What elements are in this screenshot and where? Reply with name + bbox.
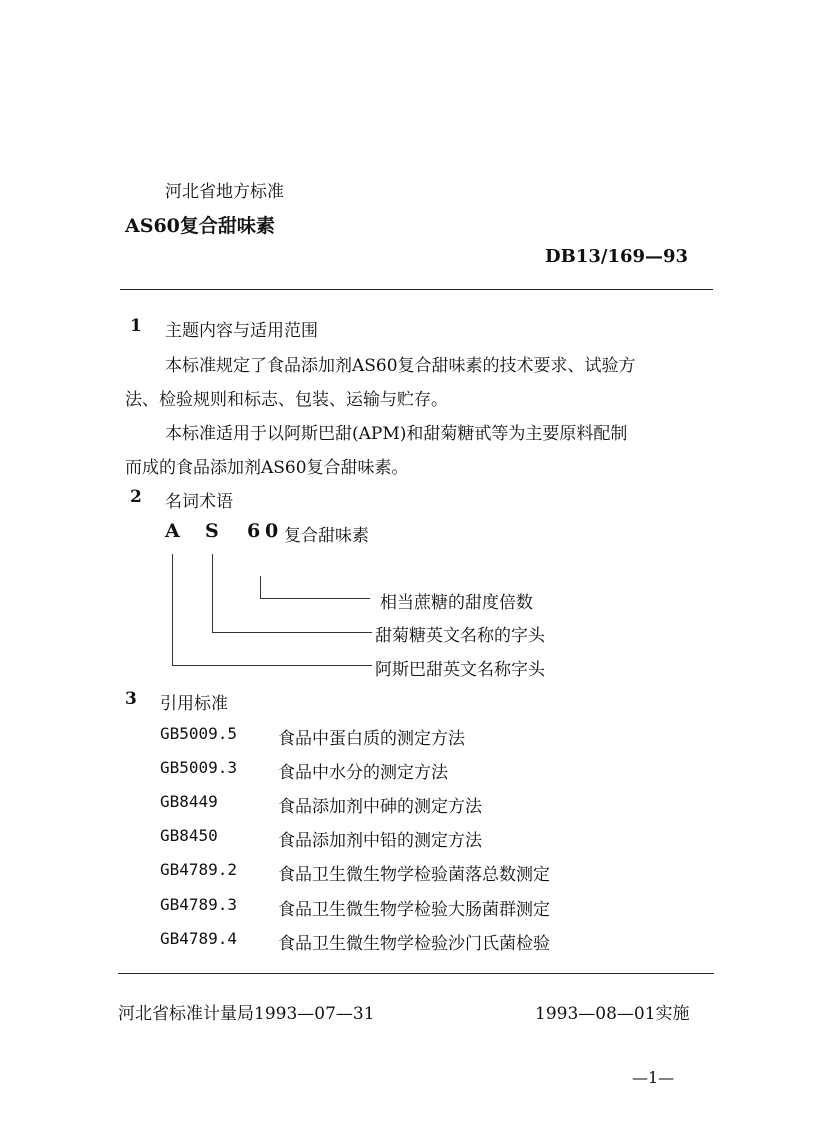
bracket-s-vertical [212, 554, 213, 632]
section-1-number: 1 [130, 316, 142, 336]
bracket-60-vertical [260, 576, 261, 598]
section-1-para1-line2: 法、检验规则和标志、包装、运输与贮存。 [125, 390, 448, 410]
ref-title: 食品卫生微生物学检验沙门氏菌检验 [278, 934, 550, 954]
footer-divider [118, 973, 714, 974]
section-2-number: 2 [130, 487, 142, 507]
section-3-number: 3 [125, 689, 137, 709]
term-label-stevia: 甜菊糖英文名称的字头 [375, 626, 545, 646]
ref-code: GB5009.5 [160, 724, 238, 743]
section-1-para2-line2: 而成的食品添加剂AS60复合甜味素。 [125, 458, 409, 478]
section-1-para1-line1: 本标准规定了食品添加剂AS60复合甜味素的技术要求、试验方 [165, 356, 636, 376]
term-suffix: 复合甜味素 [284, 526, 369, 546]
ref-code: GB8450 [160, 826, 218, 845]
header-divider [120, 289, 713, 290]
term-digit-6: 6 [247, 520, 261, 542]
ref-title: 食品添加剂中铅的测定方法 [278, 831, 482, 851]
ref-title: 食品添加剂中砷的测定方法 [278, 797, 482, 817]
ref-title: 食品卫生微生物学检验菌落总数测定 [278, 865, 550, 885]
ref-title: 食品卫生微生物学检验大肠菌群测定 [278, 900, 550, 920]
section-3-heading: 引用标准 [160, 694, 228, 714]
ref-code: GB4789.3 [160, 895, 238, 914]
issue-date: 河北省标准计量局1993—07—31 [118, 1004, 375, 1024]
ref-code: GB8449 [160, 792, 218, 811]
bracket-a-vertical [172, 554, 173, 665]
term-digit-0: 0 [265, 520, 279, 542]
page-number: —1— [632, 1068, 675, 1087]
term-label-multiple: 相当蔗糖的甜度倍数 [380, 593, 533, 613]
standard-code: DB13/169—93 [545, 246, 689, 267]
term-label-aspartame: 阿斯巴甜英文名称字头 [375, 660, 545, 680]
issuer-label: 河北省地方标准 [165, 182, 284, 202]
bracket-s-horizontal [212, 632, 372, 633]
ref-title: 食品中水分的测定方法 [278, 763, 448, 783]
term-letter-s: S [205, 520, 219, 542]
bracket-a-horizontal [172, 665, 372, 666]
ref-code: GB4789.2 [160, 860, 238, 879]
ref-code: GB4789.4 [160, 929, 238, 948]
ref-code: GB5009.3 [160, 758, 238, 777]
section-2-heading: 名词术语 [165, 492, 233, 512]
bracket-60-horizontal [260, 598, 370, 599]
section-1-heading: 主题内容与适用范围 [165, 321, 318, 341]
section-1-para2-line1: 本标准适用于以阿斯巴甜(APM)和甜菊糖甙等为主要原料配制 [165, 424, 628, 444]
ref-title: 食品中蛋白质的测定方法 [278, 729, 465, 749]
term-letter-a: A [165, 520, 180, 542]
standard-title: AS60复合甜味素 [125, 215, 275, 237]
effective-date: 1993—08—01实施 [535, 1004, 690, 1024]
